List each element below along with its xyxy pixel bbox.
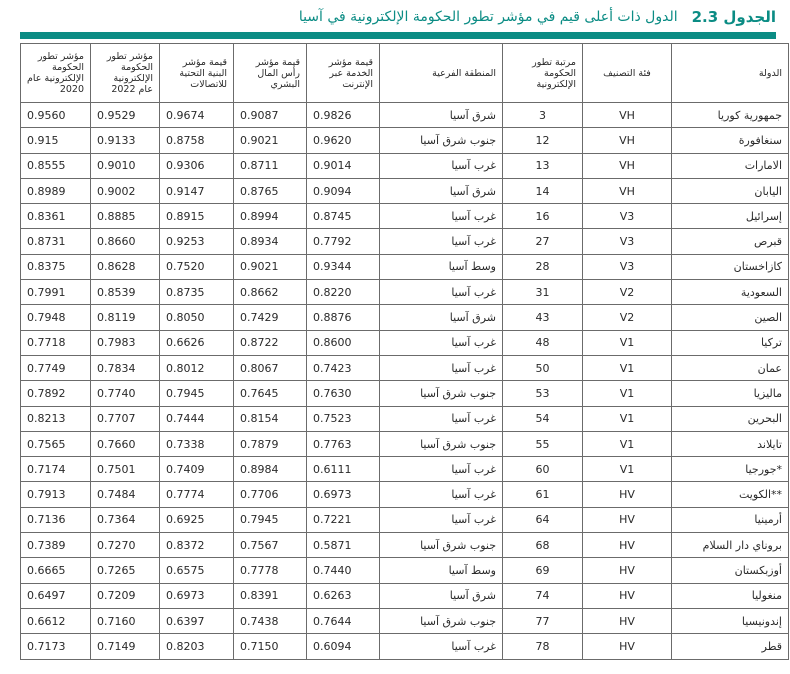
cell-category: V2 bbox=[583, 280, 672, 305]
cell-osi: 0.7523 bbox=[307, 406, 380, 431]
cell-rank: 14 bbox=[503, 178, 583, 203]
cell-osi: 0.8745 bbox=[307, 204, 380, 229]
cell-country: منغوليا bbox=[672, 583, 789, 608]
cell-region: جنوب شرق آسيا bbox=[380, 608, 503, 633]
title-divider bbox=[20, 32, 776, 39]
cell-country: بروناي دار السلام bbox=[672, 533, 789, 558]
cell-region: غرب آسيا bbox=[380, 634, 503, 659]
cell-tii: 0.7774 bbox=[160, 482, 234, 507]
table-row bbox=[21, 583, 789, 608]
cell-country: تايلاند bbox=[672, 431, 789, 456]
cell-region: وسط آسيا bbox=[380, 254, 503, 279]
cell-egdi-2020: 0.7174 bbox=[21, 457, 91, 482]
cell-egdi-2022: 0.7149 bbox=[91, 634, 160, 659]
cell-rank: 28 bbox=[503, 254, 583, 279]
cell-category: V1 bbox=[583, 355, 672, 380]
cell-tii: 0.9253 bbox=[160, 229, 234, 254]
cell-category: HV bbox=[583, 558, 672, 583]
cell-hci: 0.9087 bbox=[234, 103, 307, 128]
cell-hci: 0.7706 bbox=[234, 482, 307, 507]
header-country: الدولة bbox=[672, 44, 789, 103]
cell-region: غرب آسيا bbox=[380, 330, 503, 355]
cell-tii: 0.7444 bbox=[160, 406, 234, 431]
cell-country: قبرص bbox=[672, 229, 789, 254]
cell-rank: 13 bbox=[503, 153, 583, 178]
cell-tii: 0.9147 bbox=[160, 178, 234, 203]
cell-hci: 0.7945 bbox=[234, 507, 307, 532]
header-rank: مرتبة تطور الحكومة الإلكترونية bbox=[503, 44, 583, 103]
cell-hci: 0.7150 bbox=[234, 634, 307, 659]
cell-category: V1 bbox=[583, 457, 672, 482]
cell-osi: 0.9826 bbox=[307, 103, 380, 128]
table-row bbox=[21, 533, 789, 558]
cell-country: إندونيسيا bbox=[672, 608, 789, 633]
cell-hci: 0.9021 bbox=[234, 254, 307, 279]
header-hci: قيمة مؤشر رأس المال البشري bbox=[234, 44, 307, 103]
cell-rank: 74 bbox=[503, 583, 583, 608]
cell-egdi-2022: 0.7501 bbox=[91, 457, 160, 482]
table-row bbox=[21, 431, 789, 456]
cell-rank: 54 bbox=[503, 406, 583, 431]
cell-rank: 53 bbox=[503, 381, 583, 406]
cell-category: HV bbox=[583, 482, 672, 507]
cell-osi: 0.6263 bbox=[307, 583, 380, 608]
cell-country: عمان bbox=[672, 355, 789, 380]
cell-rank: 78 bbox=[503, 634, 583, 659]
cell-category: V3 bbox=[583, 229, 672, 254]
cell-rank: 31 bbox=[503, 280, 583, 305]
table-title: الدول ذات أعلى قيم في مؤشر تطور الحكومة الإلكترونية في آسيا bbox=[298, 9, 678, 25]
cell-hci: 0.8154 bbox=[234, 406, 307, 431]
cell-category: HV bbox=[583, 608, 672, 633]
header-region: المنطقة الفرعية bbox=[380, 44, 503, 103]
cell-region: غرب آسيا bbox=[380, 355, 503, 380]
cell-osi: 0.5871 bbox=[307, 533, 380, 558]
cell-hci: 0.8994 bbox=[234, 204, 307, 229]
cell-egdi-2022: 0.7983 bbox=[91, 330, 160, 355]
header-egdi-2022: مؤشر تطور الحكومة الإلكترونية عام 2022 bbox=[91, 44, 160, 103]
cell-country: الامارات bbox=[672, 153, 789, 178]
table-row bbox=[21, 305, 789, 330]
cell-egdi-2020: 0.6612 bbox=[21, 608, 91, 633]
table-row bbox=[21, 254, 789, 279]
cell-tii: 0.6925 bbox=[160, 507, 234, 532]
cell-country: البحرين bbox=[672, 406, 789, 431]
cell-category: V1 bbox=[583, 381, 672, 406]
cell-country: السعودية bbox=[672, 280, 789, 305]
cell-hci: 0.8662 bbox=[234, 280, 307, 305]
cell-egdi-2020: 0.7892 bbox=[21, 381, 91, 406]
cell-rank: 50 bbox=[503, 355, 583, 380]
cell-osi: 0.7630 bbox=[307, 381, 380, 406]
cell-osi: 0.8220 bbox=[307, 280, 380, 305]
cell-osi: 0.9344 bbox=[307, 254, 380, 279]
cell-rank: 3 bbox=[503, 103, 583, 128]
table-row bbox=[21, 482, 789, 507]
cell-osi: 0.7221 bbox=[307, 507, 380, 532]
cell-category: VH bbox=[583, 178, 672, 203]
cell-tii: 0.9306 bbox=[160, 153, 234, 178]
cell-tii: 0.6626 bbox=[160, 330, 234, 355]
table-row bbox=[21, 507, 789, 532]
cell-country: الصين bbox=[672, 305, 789, 330]
cell-region: جنوب شرق آسيا bbox=[380, 431, 503, 456]
table-row bbox=[21, 381, 789, 406]
table-row bbox=[21, 406, 789, 431]
cell-category: V2 bbox=[583, 305, 672, 330]
cell-tii: 0.8050 bbox=[160, 305, 234, 330]
cell-hci: 0.7567 bbox=[234, 533, 307, 558]
cell-region: جنوب شرق آسيا bbox=[380, 381, 503, 406]
cell-hci: 0.8722 bbox=[234, 330, 307, 355]
cell-egdi-2020: 0.8731 bbox=[21, 229, 91, 254]
cell-egdi-2020: 0.7565 bbox=[21, 431, 91, 456]
cell-egdi-2020: 0.8375 bbox=[21, 254, 91, 279]
cell-tii: 0.8012 bbox=[160, 355, 234, 380]
header-osi: قيمة مؤشر الخدمة عبر الإنترنت bbox=[307, 44, 380, 103]
cell-category: V3 bbox=[583, 204, 672, 229]
cell-osi: 0.6111 bbox=[307, 457, 380, 482]
cell-egdi-2020: 0.9560 bbox=[21, 103, 91, 128]
cell-tii: 0.8735 bbox=[160, 280, 234, 305]
cell-egdi-2020: 0.915 bbox=[21, 128, 91, 153]
cell-rank: 16 bbox=[503, 204, 583, 229]
cell-rank: 43 bbox=[503, 305, 583, 330]
header-category: فئة التصنيف bbox=[583, 44, 672, 103]
cell-egdi-2022: 0.8885 bbox=[91, 204, 160, 229]
cell-tii: 0.8915 bbox=[160, 204, 234, 229]
cell-rank: 77 bbox=[503, 608, 583, 633]
cell-hci: 0.7645 bbox=[234, 381, 307, 406]
cell-egdi-2022: 0.9133 bbox=[91, 128, 160, 153]
cell-osi: 0.7440 bbox=[307, 558, 380, 583]
cell-osi: 0.7763 bbox=[307, 431, 380, 456]
cell-region: غرب آسيا bbox=[380, 507, 503, 532]
cell-rank: 60 bbox=[503, 457, 583, 482]
cell-region: غرب آسيا bbox=[380, 204, 503, 229]
cell-rank: 64 bbox=[503, 507, 583, 532]
cell-osi: 0.7644 bbox=[307, 608, 380, 633]
cell-hci: 0.8984 bbox=[234, 457, 307, 482]
cell-tii: 0.8758 bbox=[160, 128, 234, 153]
egdi-table bbox=[20, 43, 789, 660]
table-row bbox=[21, 153, 789, 178]
cell-country: تركيا bbox=[672, 330, 789, 355]
cell-region: شرق آسيا bbox=[380, 583, 503, 608]
table-row bbox=[21, 608, 789, 633]
cell-tii: 0.9674 bbox=[160, 103, 234, 128]
cell-egdi-2022: 0.7707 bbox=[91, 406, 160, 431]
cell-category: VH bbox=[583, 153, 672, 178]
cell-category: V1 bbox=[583, 406, 672, 431]
table-row bbox=[21, 558, 789, 583]
cell-hci: 0.7438 bbox=[234, 608, 307, 633]
cell-tii: 0.6973 bbox=[160, 583, 234, 608]
cell-osi: 0.8600 bbox=[307, 330, 380, 355]
cell-egdi-2020: 0.7913 bbox=[21, 482, 91, 507]
table-title-bar bbox=[14, 4, 776, 30]
cell-region: شرق آسيا bbox=[380, 103, 503, 128]
cell-egdi-2020: 0.7173 bbox=[21, 634, 91, 659]
cell-egdi-2022: 0.7740 bbox=[91, 381, 160, 406]
cell-hci: 0.8067 bbox=[234, 355, 307, 380]
cell-egdi-2022: 0.7270 bbox=[91, 533, 160, 558]
cell-country: إسرائيل bbox=[672, 204, 789, 229]
cell-tii: 0.8203 bbox=[160, 634, 234, 659]
cell-egdi-2022: 0.7364 bbox=[91, 507, 160, 532]
table-row bbox=[21, 330, 789, 355]
cell-egdi-2022: 0.8119 bbox=[91, 305, 160, 330]
table-row bbox=[21, 634, 789, 659]
cell-egdi-2020: 0.7991 bbox=[21, 280, 91, 305]
cell-egdi-2020: 0.8555 bbox=[21, 153, 91, 178]
cell-region: جنوب شرق آسيا bbox=[380, 533, 503, 558]
cell-country: كازاخستان bbox=[672, 254, 789, 279]
cell-country: سنغافورة bbox=[672, 128, 789, 153]
cell-tii: 0.6575 bbox=[160, 558, 234, 583]
cell-egdi-2020: 0.7948 bbox=[21, 305, 91, 330]
cell-hci: 0.8765 bbox=[234, 178, 307, 203]
cell-country: أرمينيا bbox=[672, 507, 789, 532]
header-egdi-2020: مؤشر تطور الحكومة الإلكترونية عام 2020 bbox=[21, 44, 91, 103]
cell-category: V1 bbox=[583, 431, 672, 456]
table-row bbox=[21, 178, 789, 203]
cell-osi: 0.9094 bbox=[307, 178, 380, 203]
cell-category: V1 bbox=[583, 330, 672, 355]
cell-country: اليابان bbox=[672, 178, 789, 203]
cell-egdi-2022: 0.7484 bbox=[91, 482, 160, 507]
cell-region: شرق آسيا bbox=[380, 305, 503, 330]
cell-rank: 55 bbox=[503, 431, 583, 456]
cell-egdi-2020: 0.6497 bbox=[21, 583, 91, 608]
cell-egdi-2022: 0.8628 bbox=[91, 254, 160, 279]
cell-rank: 48 bbox=[503, 330, 583, 355]
cell-country: أوزبكستان bbox=[672, 558, 789, 583]
cell-region: وسط آسيا bbox=[380, 558, 503, 583]
cell-egdi-2020: 0.7749 bbox=[21, 355, 91, 380]
header-row bbox=[21, 44, 789, 103]
cell-category: HV bbox=[583, 634, 672, 659]
cell-region: غرب آسيا bbox=[380, 482, 503, 507]
cell-tii: 0.7338 bbox=[160, 431, 234, 456]
cell-tii: 0.7520 bbox=[160, 254, 234, 279]
cell-category: VH bbox=[583, 128, 672, 153]
cell-egdi-2022: 0.9002 bbox=[91, 178, 160, 203]
cell-hci: 0.8711 bbox=[234, 153, 307, 178]
cell-hci: 0.9021 bbox=[234, 128, 307, 153]
cell-egdi-2020: 0.8361 bbox=[21, 204, 91, 229]
cell-osi: 0.6973 bbox=[307, 482, 380, 507]
cell-tii: 0.8372 bbox=[160, 533, 234, 558]
cell-region: غرب آسيا bbox=[380, 280, 503, 305]
cell-egdi-2022: 0.7160 bbox=[91, 608, 160, 633]
cell-osi: 0.6094 bbox=[307, 634, 380, 659]
table-row bbox=[21, 103, 789, 128]
cell-country: **الكويت bbox=[672, 482, 789, 507]
cell-hci: 0.7429 bbox=[234, 305, 307, 330]
cell-osi: 0.9014 bbox=[307, 153, 380, 178]
table-row bbox=[21, 355, 789, 380]
cell-egdi-2020: 0.6665 bbox=[21, 558, 91, 583]
cell-egdi-2020: 0.8989 bbox=[21, 178, 91, 203]
cell-country: *جورجيا bbox=[672, 457, 789, 482]
cell-rank: 61 bbox=[503, 482, 583, 507]
cell-egdi-2022: 0.7265 bbox=[91, 558, 160, 583]
cell-hci: 0.7778 bbox=[234, 558, 307, 583]
cell-egdi-2020: 0.7136 bbox=[21, 507, 91, 532]
cell-egdi-2020: 0.8213 bbox=[21, 406, 91, 431]
cell-osi: 0.7792 bbox=[307, 229, 380, 254]
cell-category: HV bbox=[583, 533, 672, 558]
table-body bbox=[21, 103, 789, 660]
cell-egdi-2022: 0.7834 bbox=[91, 355, 160, 380]
cell-region: غرب آسيا bbox=[380, 457, 503, 482]
table-row bbox=[21, 204, 789, 229]
cell-region: غرب آسيا bbox=[380, 229, 503, 254]
cell-tii: 0.6397 bbox=[160, 608, 234, 633]
cell-hci: 0.8934 bbox=[234, 229, 307, 254]
cell-tii: 0.7945 bbox=[160, 381, 234, 406]
cell-category: HV bbox=[583, 583, 672, 608]
cell-region: غرب آسيا bbox=[380, 153, 503, 178]
table-row bbox=[21, 280, 789, 305]
table-row bbox=[21, 457, 789, 482]
cell-osi: 0.7423 bbox=[307, 355, 380, 380]
cell-egdi-2022: 0.9529 bbox=[91, 103, 160, 128]
cell-rank: 27 bbox=[503, 229, 583, 254]
cell-category: HV bbox=[583, 507, 672, 532]
cell-osi: 0.9620 bbox=[307, 128, 380, 153]
cell-region: شرق آسيا bbox=[380, 178, 503, 203]
table-number: الجدول 2.3 bbox=[691, 8, 776, 26]
cell-hci: 0.7879 bbox=[234, 431, 307, 456]
cell-egdi-2022: 0.8660 bbox=[91, 229, 160, 254]
cell-egdi-2020: 0.7389 bbox=[21, 533, 91, 558]
cell-egdi-2022: 0.9010 bbox=[91, 153, 160, 178]
table-row bbox=[21, 128, 789, 153]
cell-country: جمهورية كوريا bbox=[672, 103, 789, 128]
cell-region: جنوب شرق آسيا bbox=[380, 128, 503, 153]
header-tii: قيمة مؤشر البنية التحتية للاتصالات bbox=[160, 44, 234, 103]
cell-category: VH bbox=[583, 103, 672, 128]
cell-rank: 69 bbox=[503, 558, 583, 583]
cell-egdi-2022: 0.7660 bbox=[91, 431, 160, 456]
cell-country: ماليزيا bbox=[672, 381, 789, 406]
cell-egdi-2022: 0.7209 bbox=[91, 583, 160, 608]
cell-hci: 0.8391 bbox=[234, 583, 307, 608]
cell-region: غرب آسيا bbox=[380, 406, 503, 431]
cell-country: قطر bbox=[672, 634, 789, 659]
table-row bbox=[21, 229, 789, 254]
cell-rank: 68 bbox=[503, 533, 583, 558]
cell-category: V3 bbox=[583, 254, 672, 279]
cell-tii: 0.7409 bbox=[160, 457, 234, 482]
cell-egdi-2022: 0.8539 bbox=[91, 280, 160, 305]
cell-osi: 0.8876 bbox=[307, 305, 380, 330]
cell-rank: 12 bbox=[503, 128, 583, 153]
cell-egdi-2020: 0.7718 bbox=[21, 330, 91, 355]
